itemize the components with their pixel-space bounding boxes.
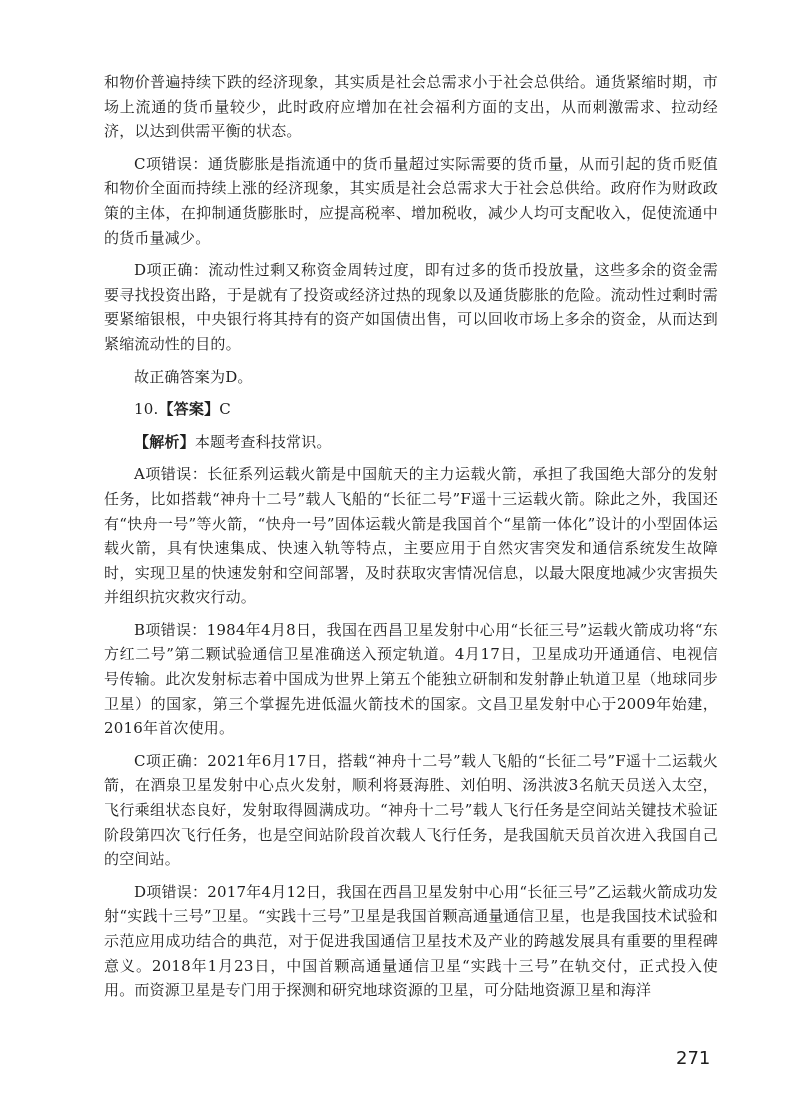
- paragraph-option-b-satellite-1984: B项错误：1984年4月8日，我国在西昌卫星发射中心用“长征三号”运载火箭成功将“东方红二号”第二颗试验通信卫星准确送入预定轨道。4月17日，卫星成功开通通信、电视信号传输。此次发射标志着中国成为世界上第五个能独立研制和发射静止轨道卫星（地球同步卫星）的国家，第三个掌握先进低温火箭技术的国家。文昌卫星发射中心于2009年始建，2016年首次使用。: [104, 620, 718, 738]
- answer-value: C: [219, 400, 231, 419]
- paragraph-option-c-shenzhou: C项正确：2021年6月17日，搭载“神舟十二号”载人飞船的“长征二号”F遥十二运载火箭，在酒泉卫星发射中心点火发射，顺利将聂海胜、刘伯明、汤洪波3名航天员送入太空，飞行乘组状态良好，发射取得圆满成功。“神舟十二号”载人飞行任务是空间站关键技术验证阶段第四次飞行任务，也是空间站阶段首次载人飞行任务，是我国航天员首次进入我国自己的空间站。: [104, 751, 718, 869]
- answer-label: 【答案】: [158, 400, 220, 419]
- analysis-line: [104, 430, 718, 455]
- page-body: [104, 70, 718, 1011]
- paragraph-correct-answer: 故正确答案为D。: [134, 367, 253, 386]
- paragraph-option-d-liquidity: D项正确：流动性过剩又称资金周转过度，即有过多的货币投放量，这些多余的资金需要寻找投资出路，于是就有了投资或经济过热的现象以及通货膨胀的危险。流动性过剩时需要紧缩银根，中央银行将其持有的资产如国债出售，可以回收市场上多余的资金，从而达到紧缩流动性的目的。: [104, 261, 718, 353]
- page-number: 271: [676, 1048, 711, 1069]
- paragraph-option-a-rockets: A项错误：长征系列运载火箭是中国航天的主力运载火箭，承担了我国绝大部分的发射任务，比如搭载“神舟十二号”载人飞船的“长征二号”F遥十三运载火箭。除此之外，我国还有“快舟一号”等火箭，“快舟一号”固体运载火箭是我国首个“星箭一体化”设计的小型固体运载火箭，具有快速集成、快速入轨等特点，主要应用于自然灾害突发和通信系统发生故障时，实现卫星的快速发射和空间部署，及时获取灾害情况信息，以最大限度地减少灾害损失并组织抗灾救灾行动。: [104, 465, 718, 607]
- paragraph-continuation: 和物价普遍持续下跌的经济现象，其实质是社会总需求小于社会总供给。通货紧缩时期，市场上流通的货币量较少，此时政府应增加在社会福利方面的支出，从而刺激需求、拉动经济，以达到供需平衡的状态。: [104, 73, 718, 141]
- analysis-label: 【解析】: [134, 432, 195, 451]
- question-10-answer-line: [104, 397, 718, 422]
- analysis-text: 本题考查科技常识。: [194, 432, 332, 451]
- question-number: 10.: [134, 400, 159, 419]
- paragraph-option-d-shijian: D项错误：2017年4月12日，我国在西昌卫星发射中心用“长征三号”乙运载火箭成功发射“实践十三号”卫星。“实践十三号”卫星是我国首颗高通量通信卫星，也是我国技术试验和示范应用成功结合的典范，对于促进我国通信卫星技术及产业的跨越发展具有重要的里程碑意义。2018年1月23日，中国首颗高通量通信卫星“实践十三号”在轨交付，正式投入使用。而资源卫星是专门用于探测和研究地球资源的卫星，可分陆地资源卫星和海洋: [104, 882, 718, 1000]
- paragraph-option-c-inflation: C项错误：通货膨胀是指流通中的货币量超过实际需要的货币量，从而引起的货币贬值和物价全面而持续上涨的经济现象，其实质是社会总需求大于社会总供给。政府作为财政政策的主体，在抑制通货膨胀时，应提高税率、增加税收，减少人均可支配收入，促使流通中的货币量减少。: [104, 154, 718, 247]
